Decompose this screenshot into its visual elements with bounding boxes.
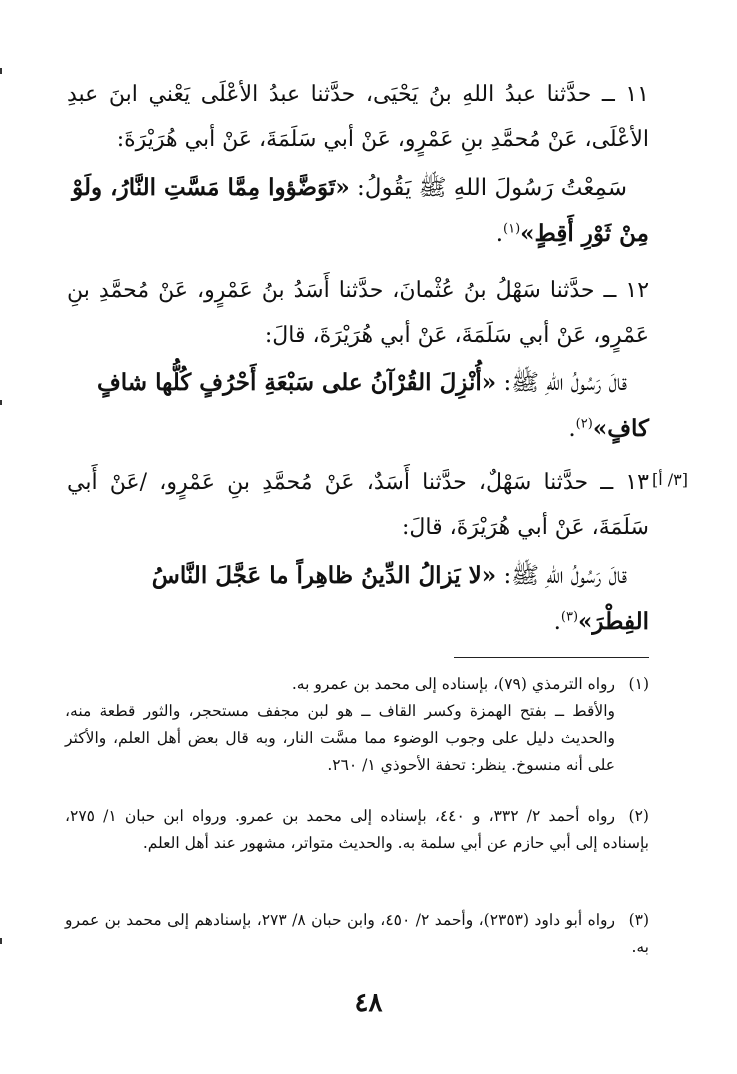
hadith-13-isnad <box>67 460 649 550</box>
hadith-12-quote: «أُنْزِلَ القُرْآنُ على سَبْعَةِ أَحْرُفٍ كُلُّها شافٍ كافٍ» <box>96 369 649 442</box>
hadith-13-line-2: أَبي سَلَمَةَ، عَنْ أبي هُرَيْرَةَ، قالَ: <box>67 470 649 540</box>
footnote-ref-3: (٣) <box>560 609 579 625</box>
hadith-11-isnad <box>67 72 649 162</box>
manuscript-folio-marker: [٣/ أ] <box>652 470 689 489</box>
footnote-3 <box>65 907 649 961</box>
hadith-13-matn: قالَ رَسُولُ اللهِ ﷺ: «لا يَزالُ الدِّينُ ظاهِراً ما عَجَّلَ النَّاسُ الفِطْرَ»$^{(٣)}$. <box>151 562 649 635</box>
hadith-12-line-1: ١٢ ــ حدَّثنا سَهْلُ بنُ عُثْمانَ، حدَّثنا أَسَدُ بنُ عَمْرٍو، عَنْ مُحمَّدِ <box>98 278 650 303</box>
footnote-3-text: رواه أبو داود (٢٣٥٣)، وأحمد ٢/ ٤٥٠، وابن حبان ٨/ ٢٧٣، بإسنادهم إلى محمد بن عمرو به. <box>65 911 649 956</box>
footnote-2-number: (٢) <box>628 807 649 825</box>
footnote-separator <box>454 657 649 658</box>
hadith-12-isnad <box>67 268 649 358</box>
hadith-12-intro: قالَ رَسُولُ اللهِ ﷺ: <box>503 370 627 396</box>
footnote-1-continuation: والأقط ــ بفتح الهمزة وكسر القاف ــ هو لبن مجفف مستحجر، والثور قطعة منه، والحديث دليل على وجوب الوضوء مما مسَّت النار، وبه قال بعض أهل العلم، والأكثر على أنه منسوخ. ينظر: تحفة الأحوذي ١/ ٢٦٠. <box>65 702 615 774</box>
hadith-11-line-1: ١١ ــ حدَّثنا عبدُ اللهِ بنُ يَحْيَى، حدَّثنا عبدُ الأعْلَى يَعْني <box>148 82 649 107</box>
page-number: ٤٨ <box>354 988 383 1018</box>
footnote-3-number: (٣) <box>628 911 650 929</box>
footnote-ref-2: (٢) <box>575 416 593 432</box>
footnote-2 <box>65 803 649 857</box>
hadith-13-line-1: ١٣ ــ حدَّثنا سَهْلٌ، حدَّثنا أَسَدٌ، عَنْ مُحمَّدِ بنِ عَمْرٍو، /عَنْ <box>109 470 649 495</box>
footnote-1-text: رواه الترمذي (٧٩)، بإسناده إلى محمد بن عمرو به. <box>291 675 615 693</box>
hadith-13-quote: «لا يَزالُ الدِّينُ ظاهِراً ما عَجَّلَ النَّاسُ الفِطْرَ» <box>151 562 649 635</box>
footnote-2-text: رواه أحمد ٢/ ٣٣٢، و ٤٤٠، بإسناده إلى محمد بن عمرو. ورواه ابن حبان ١/ ٢٧٥، بإسناده إلى أبي حازم عن أبي سلمة به. والحديث متواتر، مشهور عند أهل العلم. <box>65 807 649 852</box>
scan-edge-mark <box>0 68 2 74</box>
scan-edge-mark <box>0 938 2 944</box>
footnote-1-number: (١) <box>628 675 649 693</box>
hadith-12-line-2: بنِ عَمْرٍو، عَنْ أبي سَلَمَةَ، عَنْ أبي هُرَيْرَةَ، قالَ: <box>67 278 649 348</box>
hadith-11-intro: سَمِعْتُ رَسُولَ اللهِ ﷺ يَقُولُ: <box>357 175 627 201</box>
footnote-ref-1: (١) <box>503 221 521 237</box>
hadith-11-quote: «تَوَضَّؤوا مِمَّا مَسَّتِ النَّارُ، ولَوْ مِنْ ثَوْرِ أَقِطٍ» <box>72 174 649 247</box>
hadith-11-matn: سَمِعْتُ رَسُولَ اللهِ ﷺ يَقُولُ: «تَوَضَّؤوا مِمَّا مَسَّتِ النَّارُ، ولَوْ مِنْ ثَوْرِ أَقِطٍ»$^{(١)}$. <box>72 174 649 247</box>
footnote-1 <box>65 671 649 779</box>
hadith-11-line-2: ابنَ عبدِ الأعْلَى، عَنْ مُحمَّدِ بنِ عَمْرٍو، عَنْ أبي سَلَمَةَ، عَنْ أبي هُرَيْرَةَ: <box>67 82 649 152</box>
scan-edge-mark <box>0 400 2 405</box>
hadith-12-matn: قالَ رَسُولُ اللهِ ﷺ: «أُنْزِلَ القُرْآنُ على سَبْعَةِ أَحْرُفٍ كُلُّها شافٍ كافٍ»$^{(٢)}$. <box>96 369 649 442</box>
hadith-13-intro: قالَ رَسُولُ اللهِ ﷺ: <box>503 563 627 589</box>
